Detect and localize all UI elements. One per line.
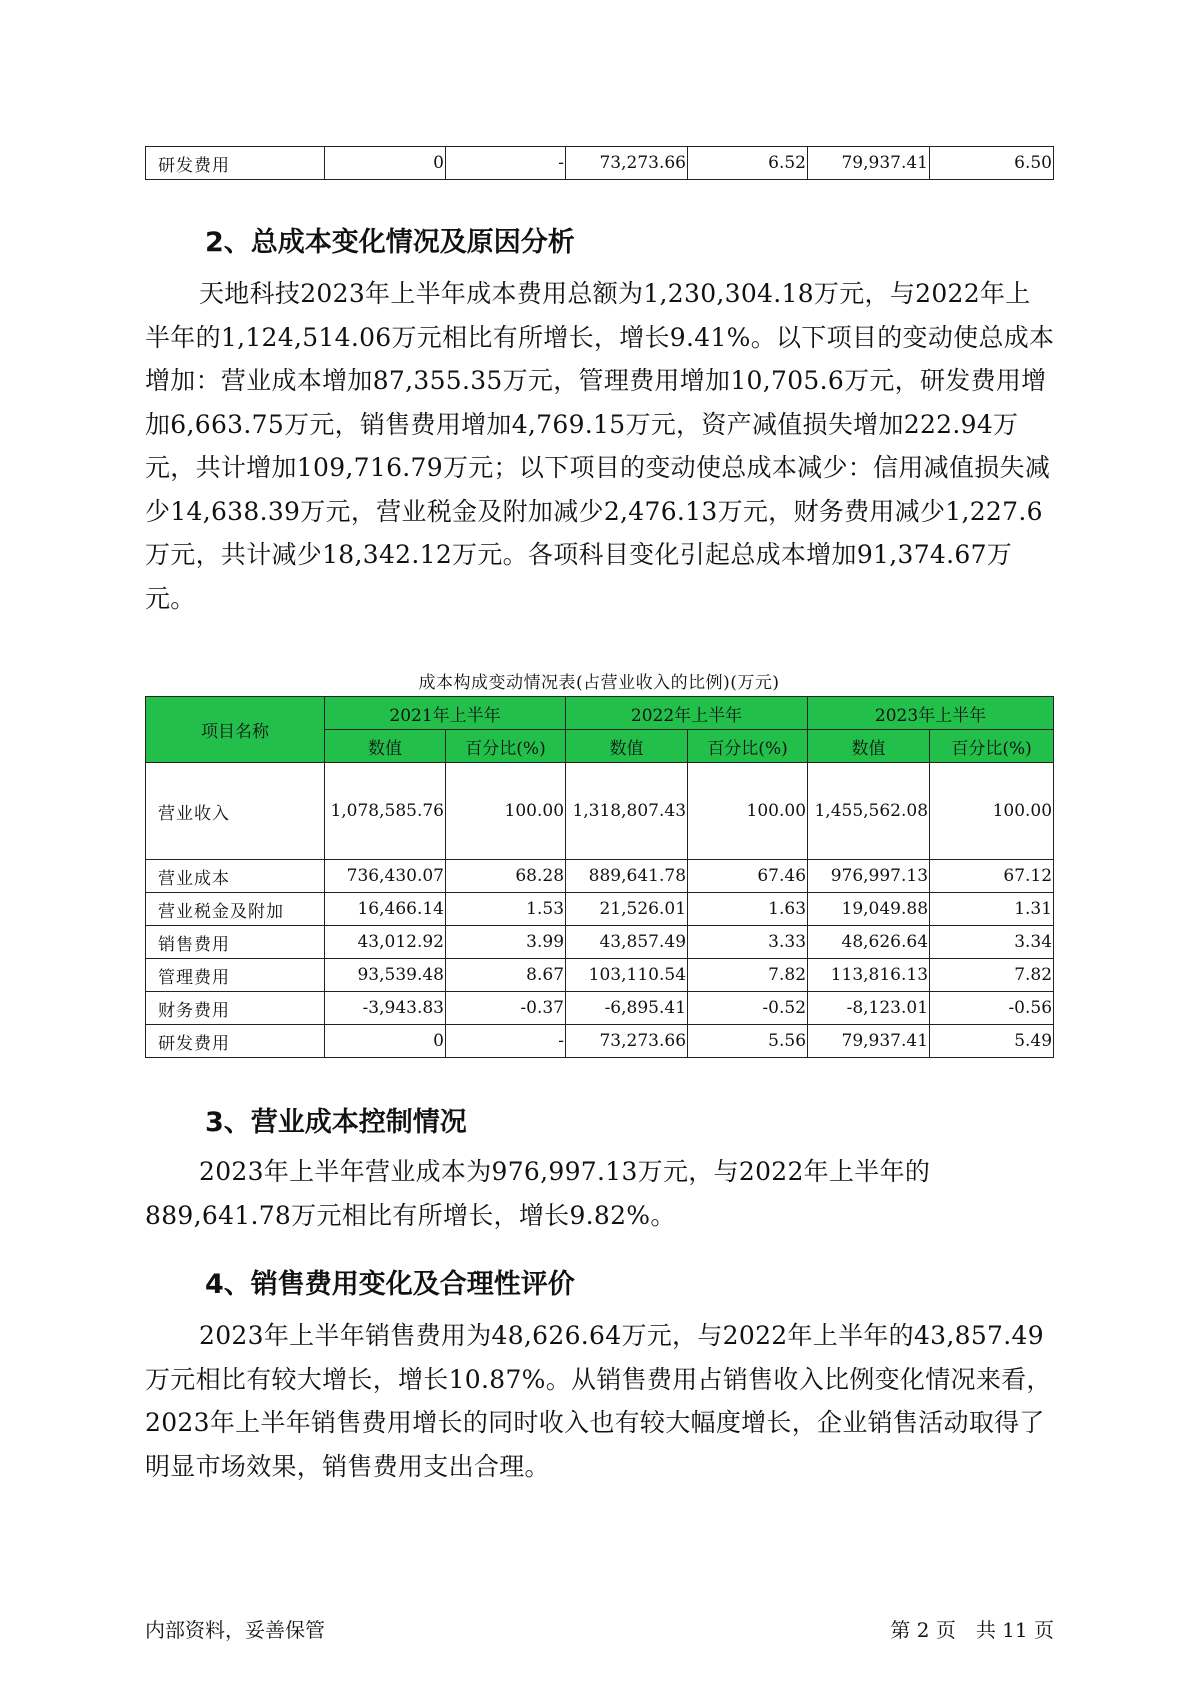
header-percent: 百分比(%) — [930, 730, 1054, 763]
table-cell: 19,049.88 — [808, 893, 930, 926]
table-cell: 销售费用 — [146, 926, 325, 959]
table-cell: 103,110.54 — [566, 959, 688, 992]
header-period-2021: 2021年上半年 — [325, 697, 566, 730]
table-row — [146, 1025, 1054, 1058]
table-cell: 16,466.14 — [325, 893, 446, 926]
table-cell: 736,430.07 — [325, 860, 446, 893]
table-cell: 营业税金及附加 — [146, 893, 325, 926]
table-cell: 67.46 — [688, 860, 808, 893]
table-cell: 0 — [325, 147, 446, 180]
table-cell: 79,937.41 — [808, 147, 930, 180]
table-cell: 21,526.01 — [566, 893, 688, 926]
header-value: 数值 — [566, 730, 688, 763]
table-cell: 113,816.13 — [808, 959, 930, 992]
table-cell: 6.50 — [930, 147, 1054, 180]
table-cell: 财务费用 — [146, 992, 325, 1025]
table-cell: 73,273.66 — [566, 147, 688, 180]
table-cell: 100.00 — [930, 763, 1054, 860]
table-cell: 5.49 — [930, 1025, 1054, 1058]
table-cell: 研发费用 — [146, 147, 325, 180]
table-cell: -8,123.01 — [808, 992, 930, 1025]
table-cell: 营业成本 — [146, 860, 325, 893]
section-heading-4: 4、销售费用变化及合理性评价 — [205, 1269, 575, 1300]
header-percent: 百分比(%) — [688, 730, 808, 763]
table-cell: 3.99 — [446, 926, 566, 959]
section-heading-2: 2、总成本变化情况及原因分析 — [205, 227, 575, 258]
table-cell: 5.56 — [688, 1025, 808, 1058]
table-cell: 1,318,807.43 — [566, 763, 688, 860]
table-row — [146, 992, 1054, 1025]
section-3-paragraph: 2023年上半年营业成本为976,997.13万元，与2022年上半年的889,641.78万元相比有所增长，增长9.82%。 — [145, 1157, 931, 1230]
table-cell: 93,539.48 — [325, 959, 446, 992]
table-caption: 成本构成变动情况表(占营业收入的比例)(万元) — [418, 673, 780, 693]
table-cell: 3.33 — [688, 926, 808, 959]
header-period-2023: 2023年上半年 — [808, 697, 1054, 730]
table-cell: 6.52 — [688, 147, 808, 180]
table-cell: 79,937.41 — [808, 1025, 930, 1058]
table-cell: - — [446, 147, 566, 180]
table-cell: 3.34 — [930, 926, 1054, 959]
table-cell: 43,857.49 — [566, 926, 688, 959]
header-item-name: 项目名称 — [146, 697, 325, 763]
table-cell: 0 — [325, 1025, 446, 1058]
table-row — [146, 147, 1054, 180]
table-cell: 1.53 — [446, 893, 566, 926]
header-period-2022: 2022年上半年 — [566, 697, 808, 730]
table-cell: 100.00 — [688, 763, 808, 860]
table-cell: 48,626.64 — [808, 926, 930, 959]
table-cell: 8.67 — [446, 959, 566, 992]
table-cell: 7.82 — [930, 959, 1054, 992]
table-row — [146, 926, 1054, 959]
table-row — [146, 860, 1054, 893]
header-value: 数值 — [325, 730, 446, 763]
cost-structure-table — [145, 696, 1054, 1058]
table-cell: 73,273.66 — [566, 1025, 688, 1058]
footer-page-number: 第 2 页 共 11 页 — [890, 1618, 1054, 1642]
table-cell: 889,641.78 — [566, 860, 688, 893]
table-cell: 43,012.92 — [325, 926, 446, 959]
table-cell: -0.56 — [930, 992, 1054, 1025]
table-cell: 营业收入 — [146, 763, 325, 860]
table-cell: -6,895.41 — [566, 992, 688, 1025]
table-cell: 1,455,562.08 — [808, 763, 930, 860]
section-2-paragraph: 天地科技2023年上半年成本费用总额为1,230,304.18万元，与2022年上半年的1,124,514.06万元相比有所增长，增长9.41%。以下项目的变动使总成本增加：营业成本增加87,355.35万元，管理费用增加10,705.6万元，研发费用增加6,663.75万元，销售费用增加4,769.15万元，资产减值损失增加222.94万元，共计增加109,716.79万元；以下项目的变动使总成本减少：信用减值损失减少14,638.39万元，营业税金及附加减少2,476.13万元，财务费用减少1,227.6万元，共计减少18,342.12万元。各项科目变化引起总成本增加91,374.67万元。 — [145, 279, 1055, 613]
table-cell: -3,943.83 — [325, 992, 446, 1025]
table-cell: 7.82 — [688, 959, 808, 992]
table-cell: -0.52 — [688, 992, 808, 1025]
table-cell: 976,997.13 — [808, 860, 930, 893]
table-cell: 1.63 — [688, 893, 808, 926]
table-cell: 1,078,585.76 — [325, 763, 446, 860]
header-value: 数值 — [808, 730, 930, 763]
table-cell: 67.12 — [930, 860, 1054, 893]
header-percent: 百分比(%) — [446, 730, 566, 763]
table-row — [146, 893, 1054, 926]
table-row — [146, 763, 1054, 860]
table-cell: 1.31 — [930, 893, 1054, 926]
footer-confidential: 内部资料，妥善保管 — [145, 1618, 325, 1642]
table-cell: 100.00 — [446, 763, 566, 860]
table-cell: 管理费用 — [146, 959, 325, 992]
table-cell: 研发费用 — [146, 1025, 325, 1058]
section-4-paragraph: 2023年上半年销售费用为48,626.64万元，与2022年上半年的43,857.49万元相比有较大增长，增长10.87%。从销售费用占销售收入比例变化情况来看，2023年上半年销售费用增长的同时收入也有较大幅度增长，企业销售活动取得了明显市场效果，销售费用支出合理。 — [145, 1321, 1052, 1481]
top-table-fragment — [145, 146, 1054, 180]
table-cell: -0.37 — [446, 992, 566, 1025]
table-row — [146, 959, 1054, 992]
table-cell: - — [446, 1025, 566, 1058]
section-heading-3: 3、营业成本控制情况 — [205, 1107, 467, 1138]
table-cell: 68.28 — [446, 860, 566, 893]
